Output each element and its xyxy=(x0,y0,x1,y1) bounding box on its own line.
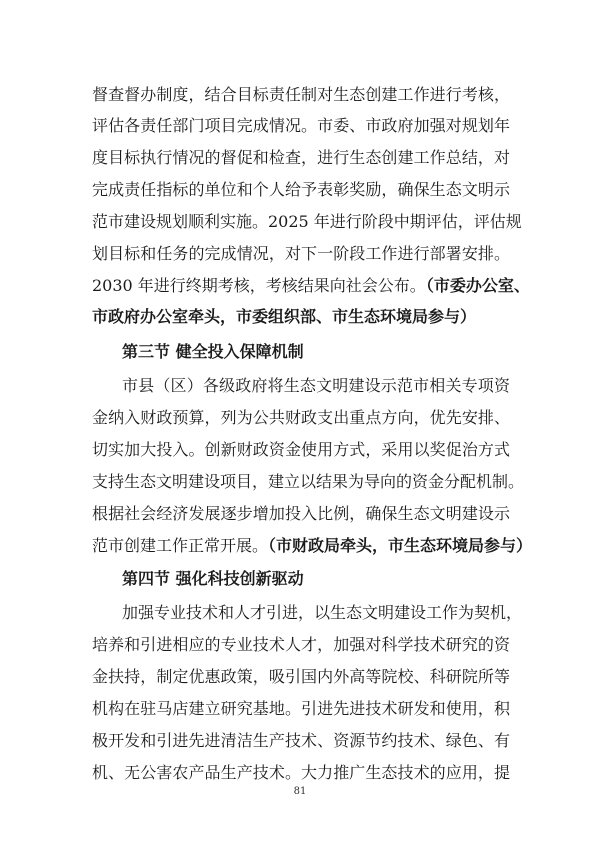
paragraph-line: 加强专业技术和人才引进，以生态文明建设工作为契机， xyxy=(122,603,523,622)
paragraph-line: 培养和引进相应的专业技术人才，加强对科学技术研究的资 xyxy=(92,635,510,654)
paragraph-line: 市县（区）各级政府将生态文明建设示范市相关专项资 xyxy=(122,376,510,395)
paragraph-line: 机构在驻马店建立研究基地。引进先进技术研发和使用，积 xyxy=(92,699,510,718)
paragraph-line: 金纳入财政预算，列为公共财政支出重点方向，优先安排、 xyxy=(92,408,510,427)
paragraph-text: 范市创建工作正常开展。 xyxy=(92,536,269,555)
section-heading: 第三节 健全投入保障机制 xyxy=(122,342,304,361)
paragraph-line xyxy=(92,271,530,301)
paragraph-line: 完成责任指标的单位和个人给予表彰奖励，确保生态文明示 xyxy=(92,180,510,199)
paragraph-line: 极开发和引进先进清洁生产技术、资源节约技术、绿色、有 xyxy=(92,731,510,750)
paragraph-line: 范市建设规划顺利实施。2025 年进行阶段中期评估，评估规 xyxy=(92,212,522,231)
responsibility-note: （市委办公室、 xyxy=(425,276,530,295)
paragraph-line: 根据社会经济发展逐步增加投入比例，确保生态文明建设示 xyxy=(92,504,510,523)
responsibility-note: （市财政局牵头，市生态环境局参与） xyxy=(268,536,533,555)
section-heading: 第四节 强化科技创新驱动 xyxy=(122,569,304,588)
paragraph-line xyxy=(92,531,533,561)
paragraph-line: 评估各责任部门项目完成情况。市委、市政府加强对规划年 xyxy=(92,116,510,135)
responsibility-note: 市政府办公室牵头，市委组织部、市生态环境局参与） xyxy=(92,307,477,326)
paragraph-line: 划目标和任务的完成情况，对下一阶段工作进行部署安排。 xyxy=(92,244,510,263)
paragraph-line: 机、无公害农产品生产技术。大力推广生态技术的应用，提 xyxy=(92,763,510,782)
paragraph-text: 2030 年进行终期考核，考核结果向社会公布。 xyxy=(92,276,426,295)
paragraph-line: 督查督办制度，结合目标责任制对生态创建工作进行考核， xyxy=(92,85,510,104)
paragraph-line: 支持生态文明建设项目，建立以结果为导向的资金分配机制。 xyxy=(92,472,525,491)
page-number: 81 xyxy=(293,786,307,797)
paragraph-line: 金扶持，制定优惠政策，吸引国内外高等院校、科研院所等 xyxy=(92,667,510,686)
paragraph-line: 切实加大投入。创新财政资金使用方式，采用以奖促治方式 xyxy=(92,440,510,459)
paragraph-line: 度目标执行情况的督促和检查，进行生态创建工作总结，对 xyxy=(92,148,510,167)
